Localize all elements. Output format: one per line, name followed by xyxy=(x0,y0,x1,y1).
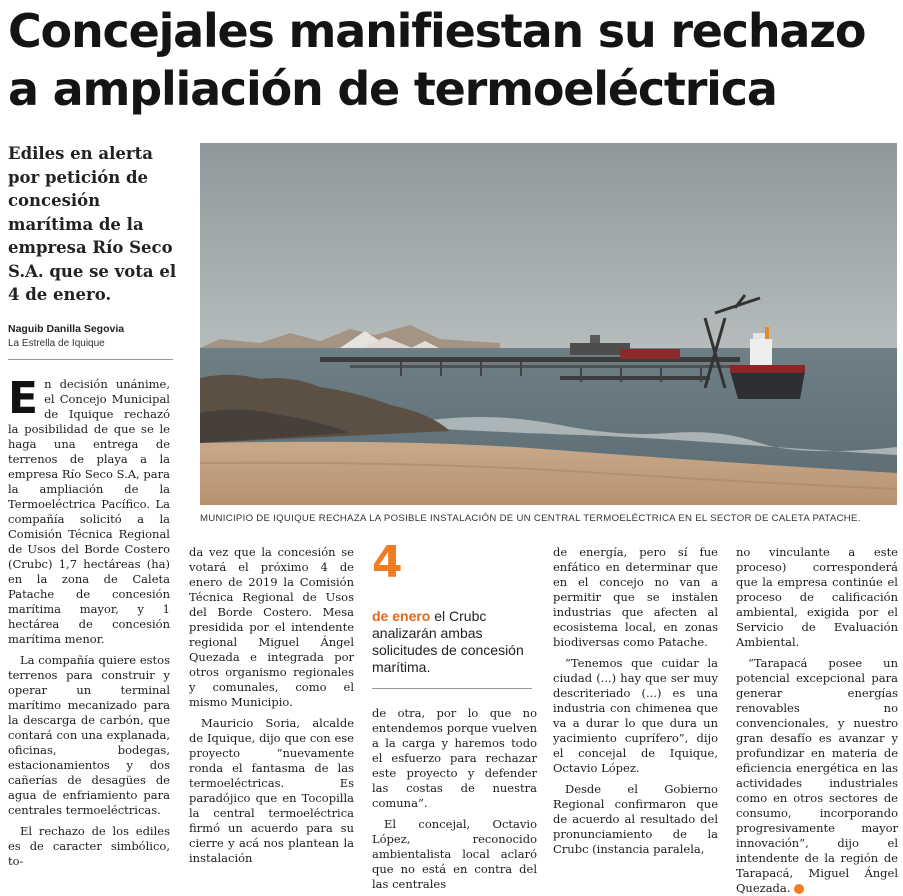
article-column-3 xyxy=(372,706,537,891)
paragraph xyxy=(736,656,898,896)
factbox-lead: de enero xyxy=(372,608,431,624)
paragraph xyxy=(8,373,170,647)
byline-author: Naguib Danilla Segovia xyxy=(8,323,125,335)
paragraph-text: n decisión unánime, el Concejo Municipal de Iquique rechazó la posibilidad de que se le haga una entrega de terrenos de playa a la empresa Río Seco S.A, para la ampliación de la Termoeléctrica Pacífico. La compañía solicitó a la Comisión Técnica Regional de Usos del Borde Costero (Crubc) 1,7 hectáreas (ha) en la zona de Caleta Patache de concesión marítima mayor, y 1 hectárea de concesión marítima menor. xyxy=(8,377,170,646)
factbox-text: el Crubc analizarán ambas solicitudes de concesión marítima. xyxy=(372,608,524,675)
byline-publication: La Estrella de Iquique xyxy=(8,338,105,349)
paragraph: Desde el Gobierno Regional confirmaron que de acuerdo al resultado del pronunciamiento de la Crubc (instancia paralela, xyxy=(553,782,718,856)
paragraph: “Tenemos que cuidar la ciudad (...) hay que ser muy descriteriado (...) es una industria con chimenea que va a durar lo que dura un yacimiento cuprífero”, dijo el concejal de Iquique, Octavio López. xyxy=(553,656,718,775)
headline: Concejales manifiestan su rechazo a ampliación de termoeléctrica xyxy=(8,4,866,116)
paragraph: La compañía quiere estos terrenos para construir y operar un terminal marítimo mecanizado para la descarga de carbón, que contará con una explanada, oficinas, bodegas, estacionamientos y dos cañerías de desagües de agua de enfriamiento para centrales termoeléctricas. xyxy=(8,653,170,817)
paragraph: Mauricio Soria, alcalde de Iquique, dijo que con ese proyecto “nuevamente ronda el fantasma de las termoeléctricas. Es paradójico que en Tocopilla la central termoeléctrica firmó un acuerdo para su cierre y acá nos plantean la instalación xyxy=(189,716,354,865)
article-column-1 xyxy=(8,373,170,884)
article-column-2 xyxy=(189,545,354,884)
paragraph: El rechazo de los ediles es de caracter simbólico, to- xyxy=(8,824,170,868)
port-scene-illustration xyxy=(200,143,897,505)
deck-subheadline: Ediles en alerta por petición de concesión marítima de la empresa Río Seco S.A. que se vota el 4 de enero. xyxy=(8,144,177,304)
factbox xyxy=(372,608,532,676)
factbox-number: 4 xyxy=(372,537,403,588)
photo-caption: MUNICIPIO DE IQUIQUE RECHAZA LA POSIBLE INSTALACIÓN DE UN CENTRAL TERMOELÉCTRICA EN EL SECTOR DE CALETA PATACHE. xyxy=(200,513,861,524)
paragraph: de energía, pero sí fue enfático en determinar que en el concejo no van a permitir que se instalen industrias que afecten al ecosistema local, en zonas biodiversas como Patache. xyxy=(553,545,718,649)
paragraph: da vez que la concesión se votará el próximo 4 de enero de 2019 la Comisión Técnica Regional de Usos del Borde Costero. Mesa presidida por el intendente regional Miguel Ángel Quezada e integrada por otros organismo regionales y comunales, como el mismo Municipio. xyxy=(189,545,354,709)
article-column-5 xyxy=(736,545,898,895)
divider xyxy=(8,359,173,360)
drop-cap: E xyxy=(8,373,39,424)
paragraph: El concejal, Octavio López, reconocido ambientalista local aclaró que no está en contra del las centrales xyxy=(372,817,537,891)
article-photo xyxy=(200,143,897,505)
end-mark-icon: ✪ xyxy=(794,884,804,894)
paragraph: de otra, por lo que no entendemos porque vuelven a la carga y haremos todo el esfuerzo para rechazar este proyecto y defender las costas de nuestra comuna”. xyxy=(372,706,537,810)
paragraph-text: “Tarapacá posee un potencial excepcional para generar energías renovables no convencionales, y nuestro gran desafío es avanzar y profundizar en materia de eficiencia energética en las actividades industriales como en otros sectores de consumo, incorporando progresivamente mayor innovación”, dijo el intendente de la región de Tarapacá, Miguel Ángel Quezada. xyxy=(736,656,898,895)
factbox-divider xyxy=(372,688,532,689)
paragraph: no vinculante a este proceso) corresponderá que la empresa continúe el proceso de calificación ambiental, exigida por el Servicio de Evaluación Ambiental. xyxy=(736,545,898,649)
article-column-4 xyxy=(553,545,718,884)
